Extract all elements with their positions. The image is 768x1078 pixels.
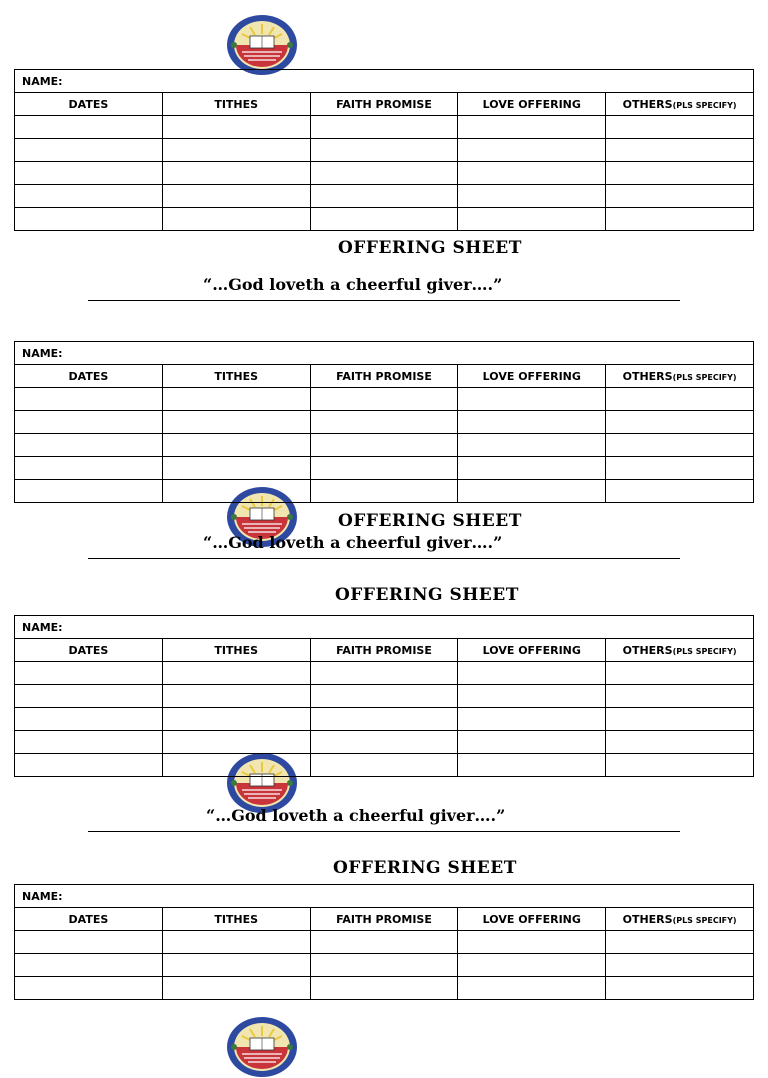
column-header-faith-promise: FAITH PROMISE	[310, 639, 458, 662]
sheet-title: OFFERING SHEET	[333, 858, 517, 878]
table-row	[15, 754, 754, 777]
table-row	[15, 731, 754, 754]
sheet-quote: “…God loveth a cheerful giver….”	[206, 806, 506, 825]
others-note: (PLS SPECIFY)	[672, 915, 737, 925]
others-label: OTHERS	[622, 369, 673, 383]
table-row	[15, 954, 754, 977]
divider	[88, 558, 680, 559]
column-header-faith-promise: FAITH PROMISE	[310, 908, 458, 931]
column-header-others	[606, 93, 754, 116]
column-header-love-offering: LOVE OFFERING	[458, 908, 606, 931]
column-header-others	[606, 908, 754, 931]
church-logo-icon	[226, 14, 298, 76]
table-row	[15, 388, 754, 411]
column-header-dates: DATES	[15, 639, 163, 662]
divider	[88, 831, 680, 832]
offering-sheet-table	[14, 615, 754, 777]
others-note: (PLS SPECIFY)	[672, 100, 737, 110]
column-header-dates: DATES	[15, 93, 163, 116]
table-row	[15, 931, 754, 954]
sheet-title: OFFERING SHEET	[338, 511, 522, 531]
column-header-love-offering: LOVE OFFERING	[458, 639, 606, 662]
column-header-dates: DATES	[15, 365, 163, 388]
offering-sheet-table	[14, 884, 754, 1000]
column-header-faith-promise: FAITH PROMISE	[310, 365, 458, 388]
column-header-tithes: TITHES	[162, 908, 310, 931]
divider	[88, 300, 680, 301]
offering-sheet-table	[14, 69, 754, 231]
name-label: NAME:	[15, 885, 754, 908]
name-label: NAME:	[15, 70, 754, 93]
column-header-faith-promise: FAITH PROMISE	[310, 93, 458, 116]
table-row	[15, 162, 754, 185]
table-row	[15, 662, 754, 685]
others-label: OTHERS	[622, 97, 673, 111]
table-row	[15, 685, 754, 708]
table-row	[15, 411, 754, 434]
column-header-tithes: TITHES	[162, 365, 310, 388]
name-label: NAME:	[15, 342, 754, 365]
column-header-love-offering: LOVE OFFERING	[458, 365, 606, 388]
table-row	[15, 208, 754, 231]
column-header-others	[606, 365, 754, 388]
table-row	[15, 480, 754, 503]
others-note: (PLS SPECIFY)	[672, 372, 737, 382]
column-header-love-offering: LOVE OFFERING	[458, 93, 606, 116]
others-label: OTHERS	[622, 643, 673, 657]
sheet-quote: “…God loveth a cheerful giver….”	[203, 275, 503, 294]
table-row	[15, 185, 754, 208]
others-label: OTHERS	[622, 912, 673, 926]
table-row	[15, 977, 754, 1000]
others-note: (PLS SPECIFY)	[672, 646, 737, 656]
column-header-dates: DATES	[15, 908, 163, 931]
offering-sheet-table	[14, 341, 754, 503]
column-header-tithes: TITHES	[162, 639, 310, 662]
table-row	[15, 139, 754, 162]
column-header-tithes: TITHES	[162, 93, 310, 116]
table-row	[15, 457, 754, 480]
column-header-others	[606, 639, 754, 662]
table-row	[15, 708, 754, 731]
table-row	[15, 116, 754, 139]
sheet-quote: “…God loveth a cheerful giver….”	[203, 533, 503, 552]
name-label: NAME:	[15, 616, 754, 639]
table-row	[15, 434, 754, 457]
church-logo-icon	[226, 1016, 298, 1078]
sheet-title: OFFERING SHEET	[338, 238, 522, 258]
sheet-title: OFFERING SHEET	[335, 585, 519, 605]
